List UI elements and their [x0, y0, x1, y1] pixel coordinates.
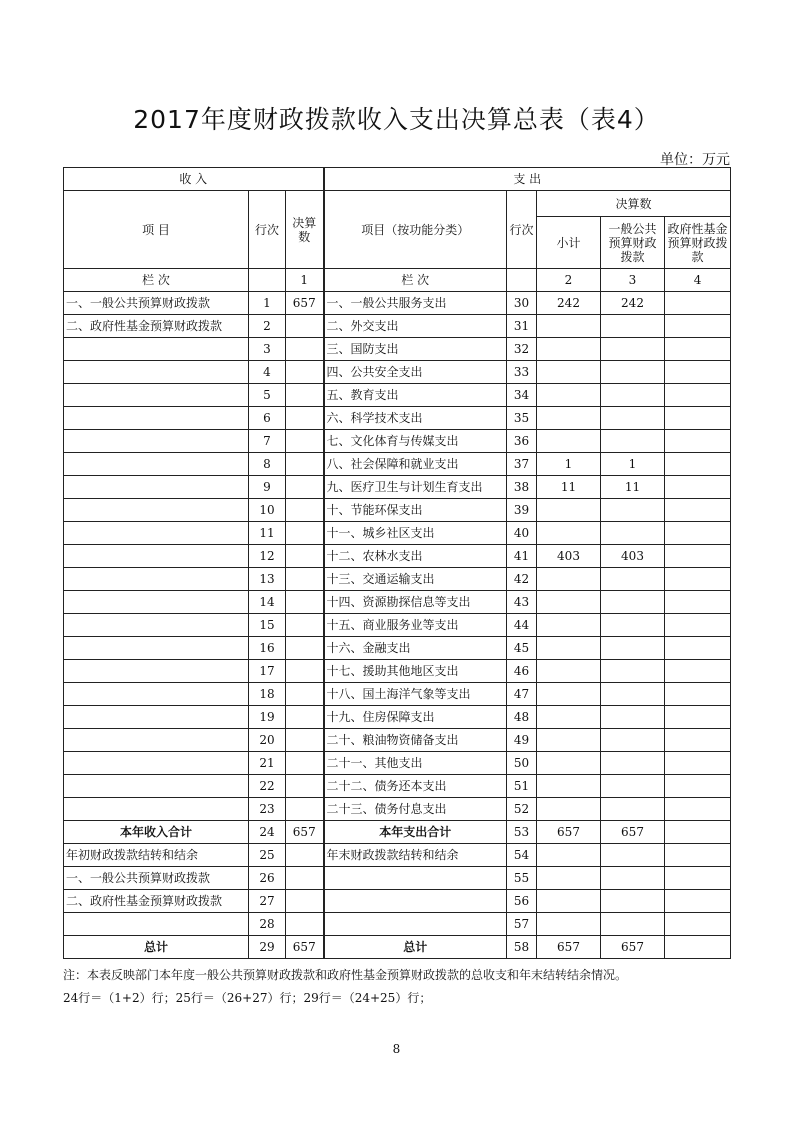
total-expense-line: 53: [507, 821, 537, 844]
line2-header: 行次: [507, 191, 537, 269]
gov-fund-header: 政府性基金预算财政拨款: [665, 217, 731, 269]
expense-fund-cell: [665, 752, 731, 775]
expense-item-cell: 十二、农林水支出: [324, 545, 507, 568]
expense-general-cell: [601, 315, 665, 338]
expense-general-cell: [601, 867, 665, 890]
expense-item-cell: [324, 890, 507, 913]
expense-general-cell: [601, 683, 665, 706]
income-amount-cell: [286, 430, 324, 453]
income-line-cell: 12: [249, 545, 286, 568]
income-line-cell: 19: [249, 706, 286, 729]
expense-subtotal-cell: 11: [537, 476, 601, 499]
income-item-cell: [64, 752, 249, 775]
income-amount-cell: [286, 407, 324, 430]
total-expense-general: 657: [601, 821, 665, 844]
income-amount-cell: [286, 660, 324, 683]
juesuan-shu-income-header: 决算数: [286, 191, 324, 269]
income-amount-cell: [286, 867, 324, 890]
expense-subtotal-cell: [537, 775, 601, 798]
expense-fund-cell: [665, 729, 731, 752]
grand-total-expense-line: 58: [507, 936, 537, 959]
income-line-cell: 21: [249, 752, 286, 775]
income-amount-cell: [286, 729, 324, 752]
grand-total-expense-general: 657: [601, 936, 665, 959]
income-line-cell: 18: [249, 683, 286, 706]
page-number: 8: [392, 1042, 401, 1056]
income-item-cell: [64, 407, 249, 430]
expense-general-cell: [601, 729, 665, 752]
expense-line-cell: 37: [507, 453, 537, 476]
expense-item-cell: 五、教育支出: [324, 384, 507, 407]
income-item-cell: [64, 913, 249, 936]
income-item-cell: 一、一般公共预算财政拨款: [64, 867, 249, 890]
expense-item-cell: 十一、城乡社区支出: [324, 522, 507, 545]
table-row: [64, 384, 731, 407]
grand-total-income-line: 29: [249, 936, 286, 959]
income-item-cell: [64, 591, 249, 614]
expense-fund-cell: [665, 315, 731, 338]
table-row: [64, 315, 731, 338]
income-amount-cell: [286, 453, 324, 476]
table-row: [64, 568, 731, 591]
income-amount-cell: [286, 890, 324, 913]
table-row: [64, 545, 731, 568]
expense-fund-cell: [665, 568, 731, 591]
table-row: [64, 453, 731, 476]
expense-general-cell: 242: [601, 292, 665, 315]
expense-general-cell: [601, 752, 665, 775]
juesuan-shu-expense-header: 决算数: [537, 191, 731, 217]
table-row: [64, 660, 731, 683]
income-line-cell: 27: [249, 890, 286, 913]
expense-fund-cell: [665, 361, 731, 384]
lanci-2: 2: [537, 269, 601, 292]
table-row: [64, 775, 731, 798]
expense-item-cell: 十九、住房保障支出: [324, 706, 507, 729]
expense-item-cell: 十八、国土海洋气象等支出: [324, 683, 507, 706]
expense-item-cell: 二、外交支出: [324, 315, 507, 338]
expense-general-cell: 1: [601, 453, 665, 476]
income-line-cell: 4: [249, 361, 286, 384]
income-amount-cell: [286, 545, 324, 568]
expense-subtotal-cell: [537, 338, 601, 361]
expense-general-cell: 11: [601, 476, 665, 499]
expense-general-cell: [601, 430, 665, 453]
table-row: [64, 867, 731, 890]
income-line-cell: 2: [249, 315, 286, 338]
expense-line-cell: 34: [507, 384, 537, 407]
table-row: [64, 614, 731, 637]
income-item-cell: [64, 568, 249, 591]
expense-subtotal-cell: [537, 361, 601, 384]
expense-header: 支 出: [324, 168, 731, 191]
income-item-cell: [64, 338, 249, 361]
expense-item-cell: 三、国防支出: [324, 338, 507, 361]
income-amount-cell: [286, 476, 324, 499]
table-row: [64, 637, 731, 660]
income-amount-cell: [286, 384, 324, 407]
income-line-cell: 15: [249, 614, 286, 637]
expense-subtotal-cell: [537, 798, 601, 821]
income-amount-cell: [286, 614, 324, 637]
expense-subtotal-cell: 242: [537, 292, 601, 315]
expense-subtotal-cell: [537, 614, 601, 637]
expense-line-cell: 36: [507, 430, 537, 453]
expense-subtotal-cell: [537, 591, 601, 614]
expense-item-cell: 九、医疗卫生与计划生育支出: [324, 476, 507, 499]
expense-general-cell: [601, 499, 665, 522]
income-item-cell: 二、政府性基金预算财政拨款: [64, 315, 249, 338]
expense-general-cell: [601, 798, 665, 821]
expense-general-cell: [601, 844, 665, 867]
income-line-cell: 16: [249, 637, 286, 660]
table-row: [64, 407, 731, 430]
expense-general-cell: [601, 338, 665, 361]
income-amount-cell: [286, 752, 324, 775]
income-line-cell: 13: [249, 568, 286, 591]
expense-general-cell: [601, 913, 665, 936]
table-row: [64, 798, 731, 821]
expense-item-cell: 二十三、债务付息支出: [324, 798, 507, 821]
income-line-cell: 8: [249, 453, 286, 476]
income-line-cell: 3: [249, 338, 286, 361]
expense-line-cell: 42: [507, 568, 537, 591]
income-line-cell: 14: [249, 591, 286, 614]
income-item-cell: [64, 706, 249, 729]
expense-line-cell: 30: [507, 292, 537, 315]
income-amount-cell: 657: [286, 292, 324, 315]
total-expense-fund: [665, 821, 731, 844]
expense-item-cell: 二十一、其他支出: [324, 752, 507, 775]
income-amount-cell: [286, 522, 324, 545]
expense-item-cell: 年末财政拨款结转和结余: [324, 844, 507, 867]
budget-table: [63, 167, 731, 959]
table-row: [64, 522, 731, 545]
income-item-cell: 年初财政拨款结转和结余: [64, 844, 249, 867]
expense-line-cell: 39: [507, 499, 537, 522]
income-item-cell: [64, 453, 249, 476]
expense-general-cell: [601, 568, 665, 591]
income-amount-cell: [286, 361, 324, 384]
expense-subtotal-cell: [537, 384, 601, 407]
table-row: [64, 361, 731, 384]
income-line-cell: 11: [249, 522, 286, 545]
expense-fund-cell: [665, 867, 731, 890]
income-line-cell: 1: [249, 292, 286, 315]
expense-subtotal-cell: [537, 890, 601, 913]
lanci-income: 栏 次: [64, 269, 249, 292]
expense-fund-cell: [665, 430, 731, 453]
income-item-cell: [64, 683, 249, 706]
expense-fund-cell: [665, 476, 731, 499]
expense-subtotal-cell: 403: [537, 545, 601, 568]
expense-general-cell: [601, 361, 665, 384]
subtotal-header: 小计: [537, 217, 601, 269]
expense-subtotal-cell: [537, 844, 601, 867]
expense-line-cell: 50: [507, 752, 537, 775]
table-row: [64, 913, 731, 936]
income-item-cell: [64, 499, 249, 522]
income-amount-cell: [286, 591, 324, 614]
income-amount-cell: [286, 775, 324, 798]
income-line-cell: 23: [249, 798, 286, 821]
income-line-cell: 9: [249, 476, 286, 499]
general-budget-header: 一般公共预算财政拨款: [601, 217, 665, 269]
total-expense-label: 本年支出合计: [324, 821, 507, 844]
expense-item-cell: 十三、交通运输支出: [324, 568, 507, 591]
expense-item-cell: 八、社会保障和就业支出: [324, 453, 507, 476]
expense-line-cell: 31: [507, 315, 537, 338]
table-row: [64, 890, 731, 913]
grand-total-income-label: 总计: [64, 936, 249, 959]
expense-item-cell: 二十、粮油物资储备支出: [324, 729, 507, 752]
income-amount-cell: [286, 637, 324, 660]
expense-fund-cell: [665, 844, 731, 867]
expense-general-cell: [601, 591, 665, 614]
income-line-cell: 7: [249, 430, 286, 453]
income-amount-cell: [286, 844, 324, 867]
expense-general-cell: [601, 522, 665, 545]
page-title: 2017年度财政拨款收入支出决算总表（表4）: [133, 105, 660, 134]
income-line-cell: 10: [249, 499, 286, 522]
expense-fund-cell: [665, 913, 731, 936]
expense-item-cell: 六、科学技术支出: [324, 407, 507, 430]
lanci-4: 4: [665, 269, 731, 292]
income-amount-cell: [286, 338, 324, 361]
income-item-cell: [64, 614, 249, 637]
income-amount-cell: [286, 499, 324, 522]
income-item-cell: [64, 545, 249, 568]
expense-fund-cell: [665, 775, 731, 798]
grand-total-expense-fund: [665, 936, 731, 959]
expense-fund-cell: [665, 292, 731, 315]
grand-total-expense-label: 总计: [324, 936, 507, 959]
grand-total-income-amount: 657: [286, 936, 324, 959]
expense-line-cell: 35: [507, 407, 537, 430]
table-row: [64, 338, 731, 361]
total-income-amount: 657: [286, 821, 324, 844]
income-line-cell: 17: [249, 660, 286, 683]
expense-fund-cell: [665, 591, 731, 614]
income-amount-cell: [286, 315, 324, 338]
expense-subtotal-cell: [537, 315, 601, 338]
expense-general-cell: [601, 407, 665, 430]
expense-subtotal-cell: [537, 430, 601, 453]
income-item-cell: [64, 384, 249, 407]
income-amount-cell: [286, 706, 324, 729]
expense-fund-cell: [665, 660, 731, 683]
income-line-cell: 25: [249, 844, 286, 867]
expense-item-cell: 十五、商业服务业等支出: [324, 614, 507, 637]
income-header: 收 入: [64, 168, 324, 191]
income-line-cell: 28: [249, 913, 286, 936]
footnote: 注：本表反映部门本年度一般公共预算财政拨款和政府性基金预算财政拨款的总收支和年末结转结余情况。: [63, 968, 628, 982]
lanci-expense: 栏 次: [324, 269, 507, 292]
expense-line-cell: 46: [507, 660, 537, 683]
income-item-cell: [64, 660, 249, 683]
table-row: [64, 476, 731, 499]
expense-item-cell: 十六、金融支出: [324, 637, 507, 660]
expense-line-cell: 57: [507, 913, 537, 936]
table-row: [64, 752, 731, 775]
expense-line-cell: 48: [507, 706, 537, 729]
expense-fund-cell: [665, 453, 731, 476]
table-row: [64, 591, 731, 614]
income-item-cell: [64, 361, 249, 384]
income-amount-cell: [286, 913, 324, 936]
expense-item-cell: 十七、援助其他地区支出: [324, 660, 507, 683]
grand-total-expense-subtotal: 657: [537, 936, 601, 959]
expense-fund-cell: [665, 637, 731, 660]
expense-subtotal-cell: [537, 683, 601, 706]
expense-general-cell: [601, 614, 665, 637]
expense-general-cell: [601, 775, 665, 798]
expense-subtotal-cell: [537, 407, 601, 430]
formula-note: 24行＝（1+2）行；25行＝（26+27）行；29行＝（24+25）行；: [63, 991, 432, 1005]
expense-subtotal-cell: [537, 522, 601, 545]
expense-general-cell: [601, 637, 665, 660]
expense-line-cell: 55: [507, 867, 537, 890]
income-item-cell: [64, 775, 249, 798]
line-header: 行次: [249, 191, 286, 269]
expense-line-cell: 43: [507, 591, 537, 614]
income-item-cell: [64, 522, 249, 545]
expense-line-cell: 32: [507, 338, 537, 361]
expense-subtotal-cell: [537, 568, 601, 591]
expense-fund-cell: [665, 890, 731, 913]
income-item-cell: 二、政府性基金预算财政拨款: [64, 890, 249, 913]
expense-subtotal-cell: [537, 706, 601, 729]
expense-general-cell: [601, 660, 665, 683]
expense-subtotal-cell: [537, 729, 601, 752]
expense-item-cell: 七、文化体育与传媒支出: [324, 430, 507, 453]
expense-line-cell: 33: [507, 361, 537, 384]
expense-subtotal-cell: 1: [537, 453, 601, 476]
income-item-cell: [64, 729, 249, 752]
expense-line-cell: 49: [507, 729, 537, 752]
lanci-1: 1: [286, 269, 324, 292]
expense-item-cell: 十、节能环保支出: [324, 499, 507, 522]
income-line-cell: 26: [249, 867, 286, 890]
income-line-cell: 22: [249, 775, 286, 798]
expense-general-cell: [601, 706, 665, 729]
income-line-cell: 6: [249, 407, 286, 430]
income-amount-cell: [286, 683, 324, 706]
unit-label: 单位：万元: [660, 152, 730, 168]
expense-line-cell: 56: [507, 890, 537, 913]
expense-general-cell: [601, 384, 665, 407]
table-row: [64, 844, 731, 867]
expense-fund-cell: [665, 683, 731, 706]
income-line-cell: 5: [249, 384, 286, 407]
expense-fund-cell: [665, 706, 731, 729]
expense-item-cell: 十四、资源勘探信息等支出: [324, 591, 507, 614]
expense-line-cell: 41: [507, 545, 537, 568]
expense-general-cell: 403: [601, 545, 665, 568]
expense-item-cell: [324, 867, 507, 890]
total-income-line: 24: [249, 821, 286, 844]
income-item-cell: [64, 476, 249, 499]
expense-line-cell: 44: [507, 614, 537, 637]
expense-general-cell: [601, 890, 665, 913]
expense-item-cell: 四、公共安全支出: [324, 361, 507, 384]
table-row: [64, 499, 731, 522]
expense-subtotal-cell: [537, 499, 601, 522]
income-item-cell: [64, 637, 249, 660]
table-row: [64, 430, 731, 453]
expense-item-cell: 二十二、债务还本支出: [324, 775, 507, 798]
total-expense-subtotal: 657: [537, 821, 601, 844]
expense-line-cell: 51: [507, 775, 537, 798]
total-income-label: 本年收入合计: [64, 821, 249, 844]
expense-subtotal-cell: [537, 867, 601, 890]
income-item-cell: [64, 430, 249, 453]
expense-item-cell: [324, 913, 507, 936]
table-row: [64, 729, 731, 752]
expense-subtotal-cell: [537, 660, 601, 683]
income-amount-cell: [286, 568, 324, 591]
item-header: 项 目: [64, 191, 249, 269]
income-item-cell: 一、一般公共预算财政拨款: [64, 292, 249, 315]
expense-line-cell: 45: [507, 637, 537, 660]
expense-line-cell: 54: [507, 844, 537, 867]
expense-item-cell: 一、一般公共服务支出: [324, 292, 507, 315]
income-item-cell: [64, 798, 249, 821]
expense-line-cell: 47: [507, 683, 537, 706]
expense-fund-cell: [665, 338, 731, 361]
income-line-cell: 20: [249, 729, 286, 752]
table-row: [64, 706, 731, 729]
table-row: [64, 683, 731, 706]
expense-fund-cell: [665, 384, 731, 407]
expense-fund-cell: [665, 798, 731, 821]
expense-fund-cell: [665, 614, 731, 637]
expense-subtotal-cell: [537, 752, 601, 775]
lanci-3: 3: [601, 269, 665, 292]
expense-line-cell: 40: [507, 522, 537, 545]
expense-line-cell: 38: [507, 476, 537, 499]
table-row: [64, 292, 731, 315]
expense-fund-cell: [665, 522, 731, 545]
expense-fund-cell: [665, 545, 731, 568]
item-func-header: 项目（按功能分类）: [324, 191, 507, 269]
expense-line-cell: 52: [507, 798, 537, 821]
expense-subtotal-cell: [537, 913, 601, 936]
income-amount-cell: [286, 798, 324, 821]
expense-subtotal-cell: [537, 637, 601, 660]
expense-fund-cell: [665, 499, 731, 522]
expense-fund-cell: [665, 407, 731, 430]
